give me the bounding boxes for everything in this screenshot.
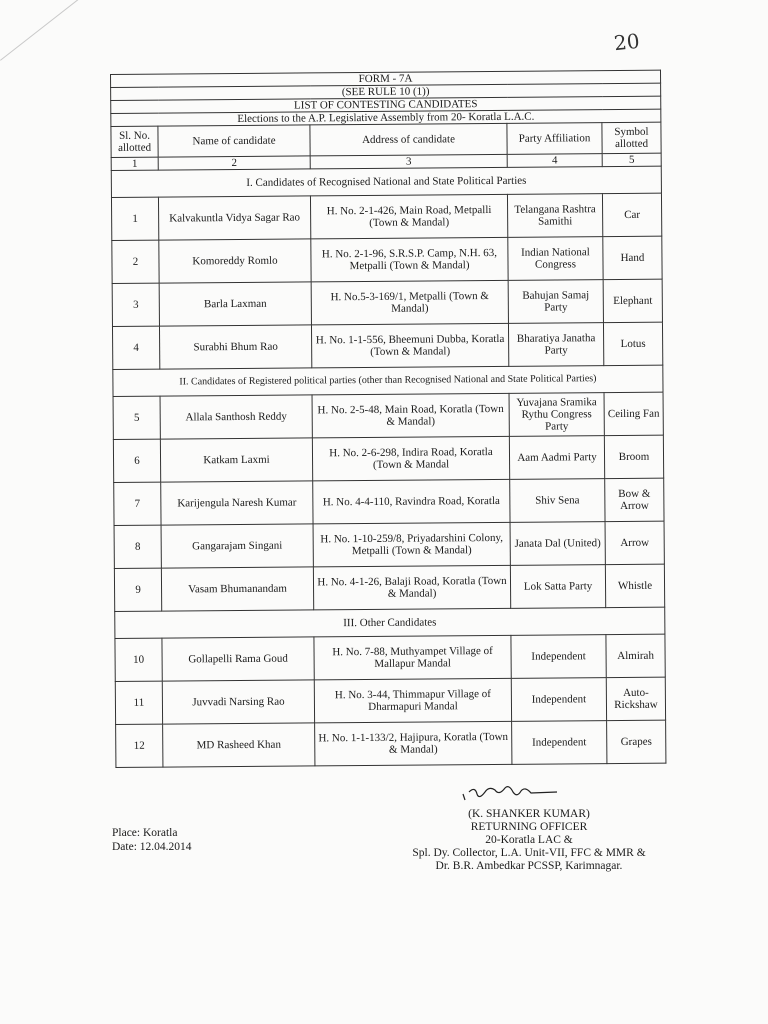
candidate-row [114,478,664,525]
party-cell: Bharatiya Janatha Party [508,323,603,367]
election-title: Elections to the A.P. Legislative Assembly from 20- Koratla L.A.C. [111,109,661,126]
address-cell: H. No.5-3-169/1, Metpalli (Town & Mandal) [311,280,508,325]
section-heading-row [113,365,663,396]
sl-cell: 6 [113,439,160,482]
symbol-cell: Ceiling Fan [604,392,663,435]
candidate-row [112,236,662,283]
section-title: II. Candidates of Registered political parties (other than Recognised National and State Political Parties) [113,365,663,396]
returning-officer-block [384,808,674,873]
symbol-cell: Elephant [603,279,662,322]
sl-cell: 12 [116,724,163,767]
signature-scribble [459,782,559,804]
candidate-row [114,521,664,568]
section-title: III. Other Candidates [115,607,665,638]
date-text: Date: 12.04.2014 [112,841,192,853]
party-cell: Telangana Rashtra Samithi [507,194,602,238]
symbol-cell: Arrow [605,521,664,564]
column-number: 5 [602,153,661,166]
column-number: 4 [507,154,602,168]
address-cell: H. No. 7-88, Muthyampet Village of Mallapur Mandal [314,635,511,680]
form-rule: (SEE RULE 10 (1)) [111,83,661,100]
candidate-row [112,279,662,326]
name-cell: Vasam Bhumanandam [161,567,313,611]
candidate-row [114,564,664,611]
column-header-row [111,122,661,157]
section-heading-row [111,166,661,197]
symbol-cell: Almirah [606,634,665,677]
address-cell: H. No. 2-1-426, Main Road, Metpalli (Town & Mandal) [310,194,507,239]
sl-cell: 4 [112,326,159,369]
symbol-cell: Whistle [605,564,664,607]
party-cell: Aam Aadmi Party [509,436,604,480]
name-cell: Juvvadi Narsing Rao [162,680,314,724]
address-cell: H. No. 4-4-110, Ravindra Road, Koratla [313,479,510,524]
party-cell: Shiv Sena [510,479,605,523]
form-document [110,70,665,768]
sl-cell: 9 [114,568,161,611]
column-header-symbol: Symbol allotted [602,122,661,153]
party-cell: Lok Satta Party [510,565,605,609]
officer-designation: RETURNING OFFICER [470,821,588,833]
sl-cell: 8 [114,525,161,568]
sl-cell: 2 [112,240,159,283]
name-cell: Gollapelli Rama Goud [162,637,314,681]
party-cell: Independent [511,635,606,679]
symbol-cell: Grapes [607,720,666,763]
address-cell: H. No. 1-1-556, Bheemuni Dubba, Koratla (Town & Mandal) [311,323,508,368]
name-cell: Gangarajam Singani [161,524,313,568]
form-title: FORM - 7A [111,70,661,87]
margin-pencil-line [0,0,95,61]
name-cell: Katkam Laxmi [160,438,312,482]
candidate-row [115,634,665,681]
place-date-block [112,826,192,854]
party-cell: Independent [511,678,606,722]
candidate-row [112,322,662,369]
column-header-party: Party Affiliation [507,123,602,155]
sl-cell: 5 [113,396,160,439]
officer-name: (K. SHANKER KUMAR) [468,808,590,820]
address-cell: H. No. 3-44, Thimmapur Village of Dharmapuri Mandal [314,678,511,723]
section-title: I. Candidates of Recognised National and State Political Parties [111,166,661,197]
party-cell: Independent [512,721,607,765]
column-number: 3 [310,154,507,169]
column-header-name: Name of candidate [158,125,310,157]
place-text: Place: Koratla [112,827,178,839]
name-cell: Kalvakuntla Vidya Sagar Rao [158,196,310,240]
party-cell: Janata Dal (United) [510,522,605,566]
symbol-cell: Lotus [603,322,662,365]
name-cell: Barla Laxman [159,282,311,326]
address-cell: H. No. 2-5-48, Main Road, Koratla (Town & Mandal) [312,393,509,438]
party-cell: Indian National Congress [508,237,603,281]
officer-constituency: 20-Koratla LAC & [485,834,573,846]
name-cell: Surabhi Bhum Rao [159,325,311,369]
candidate-row [111,193,661,240]
sl-cell: 11 [115,681,162,724]
list-title: LIST OF CONTESTING CANDIDATES [111,96,661,113]
name-cell: Karijengula Naresh Kumar [161,481,313,525]
symbol-cell: Hand [603,236,662,279]
officer-line1: Spl. Dy. Collector, L.A. Unit-VII, FFC & MMR & [412,847,646,859]
symbol-cell: Bow & Arrow [605,478,664,521]
address-cell: H. No. 1-10-259/8, Priyadarshini Colony, Metpalli (Town & Mandal) [313,522,510,567]
candidate-row [115,677,665,724]
symbol-cell: Auto-Rickshaw [606,677,665,720]
name-cell: Allala Santhosh Reddy [160,395,312,439]
address-cell: H. No. 2-6-298, Indira Road, Koratla (Town & Mandal [312,436,509,481]
candidate-row [113,392,663,439]
sl-cell: 10 [115,638,162,681]
name-cell: Komoreddy Romlo [159,239,311,283]
column-number: 1 [111,157,158,170]
party-cell: Bahujan Samaj Party [508,280,603,324]
party-cell: Yuvajana Sramika Rythu Congress Party [509,393,604,437]
address-cell: H. No. 4-1-26, Balaji Road, Koratla (Town & Mandal) [313,565,510,610]
address-cell: H. No. 2-1-96, S.R.S.P. Camp, N.H. 63, Metpalli (Town & Mandal) [311,237,508,282]
handwritten-page-number: 20 [612,28,641,56]
sl-cell: 7 [114,482,161,525]
name-cell: MD Rasheed Khan [163,723,315,767]
candidates-table [110,70,666,768]
symbol-cell: Car [602,193,661,236]
officer-line2: Dr. B.R. Ambedkar PCSSP, Karimnagar. [435,860,623,872]
sl-cell: 3 [112,283,159,326]
address-cell: H. No. 1-1-133/2, Hajipura, Koratla (Town & Mandal) [315,721,512,766]
column-header-sl: Sl. No. allotted [111,126,158,157]
sl-cell: 1 [111,197,158,240]
section-heading-row [115,607,665,638]
column-number: 2 [158,156,310,170]
column-header-address: Address of candidate [310,123,507,156]
candidate-row [116,720,666,767]
candidate-row [113,435,663,482]
symbol-cell: Broom [604,435,663,478]
